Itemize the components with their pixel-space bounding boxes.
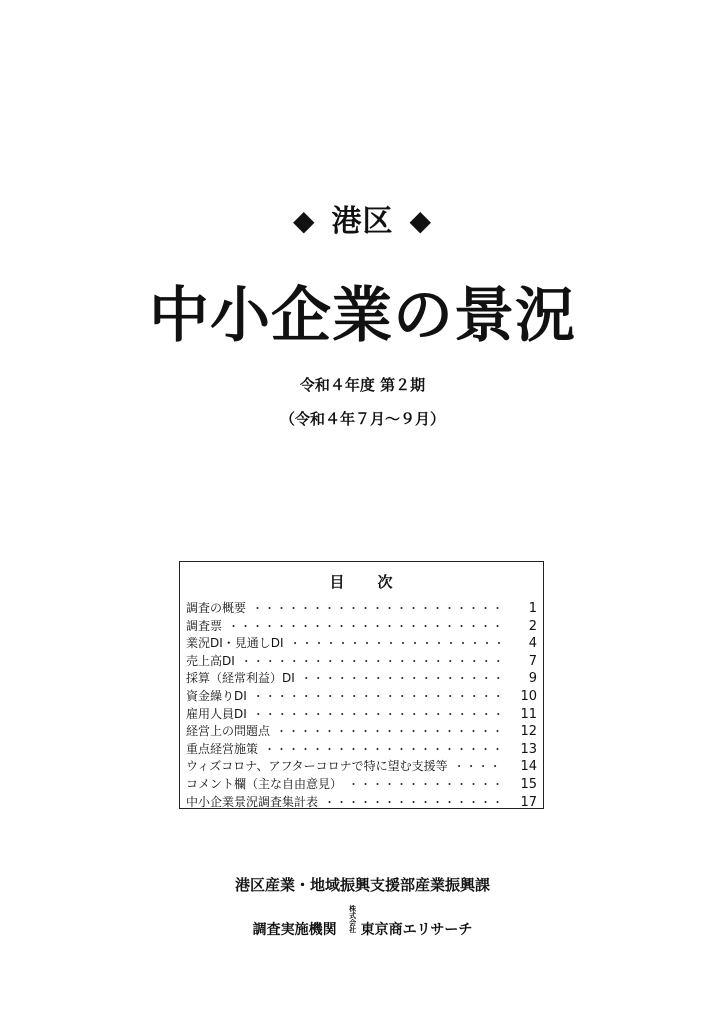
toc-entry-page: 4 [528,636,537,652]
agency-label: 調査実施機関 [252,922,337,938]
toc-entry-page: 14 [520,759,537,775]
toc-entry[interactable] [186,669,537,687]
toc-entry[interactable] [186,757,537,775]
toc-list [186,599,537,810]
toc-entry[interactable] [186,599,537,617]
toc-leader-dots [253,706,503,722]
agency-company-name: 東京商エリサーチ [360,922,473,938]
toc-leader-dots [324,794,503,810]
document-title: 中小企業の景況 [149,281,576,351]
toc-entry-label: 売上高DI [186,653,235,668]
ward-heading [0,196,725,240]
toc-entry-page: 15 [520,776,537,792]
department-name: 港区産業・地域振興支援部産業振興課 [234,876,490,894]
toc-leader-dots [252,600,503,616]
company-type-label: 株式会社 [349,905,357,934]
toc-entry-label: 重点経営施策 [186,741,259,756]
toc-entry-page: 11 [520,706,537,722]
toc-leader-dots [301,670,503,686]
toc-entry-page: 7 [528,653,537,669]
survey-agency [0,906,725,939]
toc-entry[interactable] [186,722,537,740]
toc-entry-page: 2 [528,618,537,634]
toc-entry-page: 10 [520,688,537,704]
toc-leader-dots [348,776,503,792]
ward-name: 港区 [331,204,394,239]
toc-entry[interactable] [186,740,537,758]
toc-leader-dots [264,741,503,757]
toc-entry[interactable] [186,705,537,723]
diamond-icon: ◆ [292,204,316,237]
toc-leader-dots [253,688,503,704]
toc-entry[interactable] [186,617,537,635]
toc-leader-dots [290,635,503,651]
table-of-contents [179,561,544,809]
toc-entry-page: 12 [520,724,537,740]
toc-entry[interactable] [186,775,537,793]
toc-entry-label: 採算（経常利益）DI [186,671,295,686]
toc-entry-label: 雇用人員DI [186,706,247,721]
toc-entry-page: 13 [520,741,537,757]
toc-entry-label: 調査の概要 [186,601,247,615]
toc-leader-dots [228,618,503,634]
toc-heading: 目 次 [329,573,394,591]
toc-entry-label: 中小企業景況調査集計表 [186,794,319,809]
diamond-icon: ◆ [409,204,433,237]
toc-entry-label: ウィズコロナ、アフターコロナで特に望む支援等 [186,759,448,774]
fiscal-period: 令和４年度 第２期 [299,376,426,394]
toc-entry-page: 9 [528,671,537,687]
toc-leader-dots [241,653,503,669]
toc-entry-label: 資金繰りDI [186,688,247,703]
toc-leader-dots [454,758,503,774]
toc-entry-page: 17 [520,794,537,810]
toc-entry-page: 1 [528,601,537,616]
toc-entry-label: 業況DI・見通しDI [186,636,284,651]
toc-entry[interactable] [186,652,537,670]
toc-entry[interactable] [186,634,537,652]
toc-entry-label: コメント欄（主な自由意見） [186,776,343,791]
toc-entry-label: 調査票 [186,618,223,633]
toc-entry-label: 経営上の問題点 [186,724,271,739]
period-range: （令和４年７月～９月） [279,410,445,428]
toc-entry[interactable] [186,687,537,705]
toc-entry[interactable] [186,793,537,811]
toc-leader-dots [276,723,503,739]
